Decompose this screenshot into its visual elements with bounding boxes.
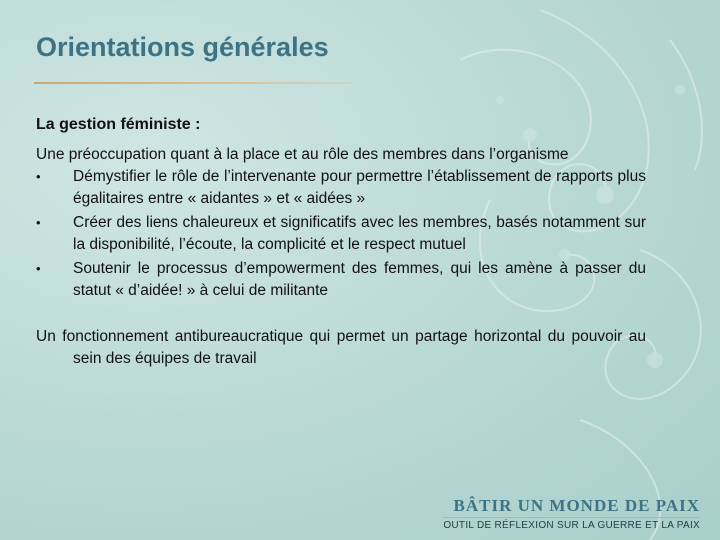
list-item bbox=[36, 166, 646, 210]
bullet-icon: • bbox=[36, 261, 41, 276]
spacer bbox=[36, 304, 646, 326]
bullet-text: Créer des liens chaleureux et significatifs avec les membres, basés notamment sur la disponibilité, l’écoute, la complicité et le respect mutuel bbox=[73, 214, 646, 253]
bullet-icon: • bbox=[36, 169, 41, 184]
bullet-list bbox=[36, 166, 646, 302]
closing-paragraph: Un fonctionnement antibureaucratique qui permet un partage horizontal du pouvoir au sein des équipes de travail bbox=[36, 328, 646, 367]
slide-title: Orientations générales bbox=[36, 32, 329, 62]
title-divider bbox=[34, 82, 354, 84]
brand-tagline: OUTIL DE RÉFLEXION SUR LA GUERRE ET LA PAIX bbox=[443, 517, 700, 531]
bullet-icon: • bbox=[36, 215, 41, 230]
slide-subtitle: La gestion féministe : bbox=[36, 116, 201, 133]
brand-name: BÂTIR UN MONDE DE PAIX bbox=[453, 496, 700, 515]
bullet-text: Soutenir le processus d’empowerment des femmes, qui les amène à passer du statut « d’aidée! » à celui de militante bbox=[73, 260, 646, 299]
brand-logo bbox=[443, 496, 700, 531]
slide-content bbox=[36, 114, 646, 370]
list-item bbox=[36, 258, 646, 302]
bullet-text: Démystifier le rôle de l’intervenante pour permettre l’établissement de rapports plus égalitaires entre « aidantes » et « aidées » bbox=[73, 168, 646, 207]
list-item bbox=[36, 212, 646, 256]
intro-paragraph: Une préoccupation quant à la place et au rôle des membres dans l’organisme bbox=[36, 146, 569, 163]
